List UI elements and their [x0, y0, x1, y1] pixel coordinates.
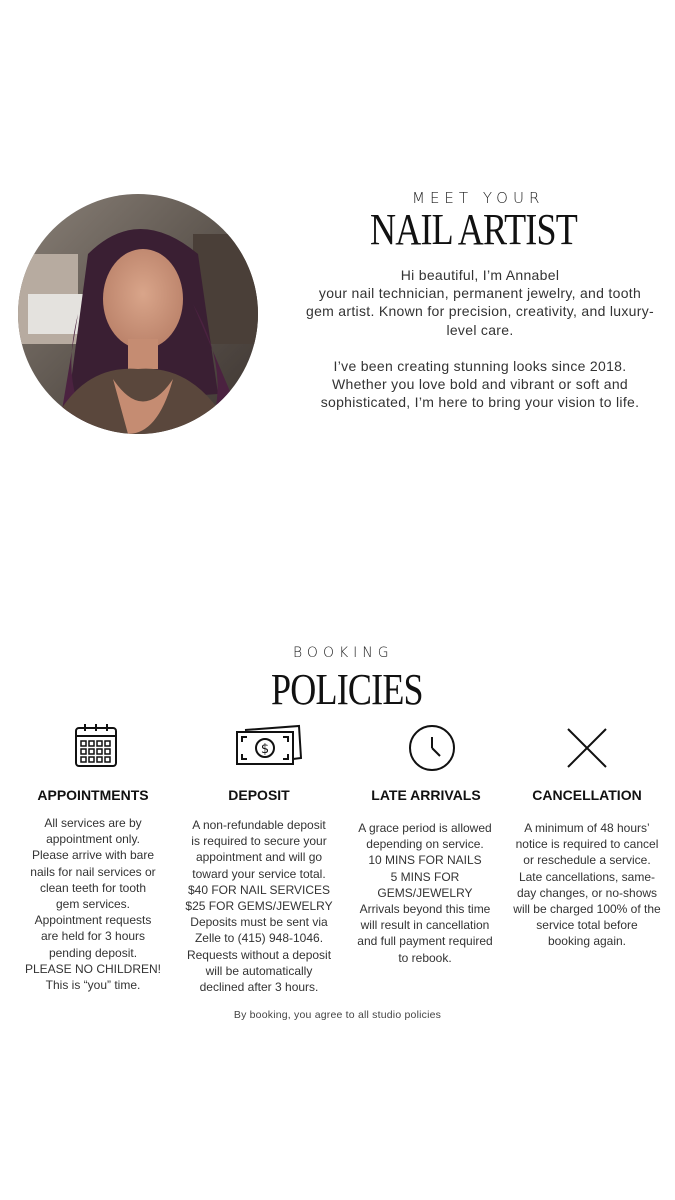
policy-line: is required to secure your	[191, 834, 327, 849]
policy-line: nails for nail services or	[30, 864, 156, 879]
policy-line: are held for 3 hours	[40, 929, 146, 944]
policy-line: Late cancellations, same-	[518, 869, 656, 884]
policy-line: clean teeth for tooth	[39, 880, 147, 895]
policy-line: 10 MINS FOR NAILS	[368, 853, 482, 868]
cancellation-title: CANCELLATION	[532, 787, 642, 803]
deposit-title: DEPOSIT	[228, 787, 290, 803]
policy-line: pending deposit.	[48, 945, 138, 960]
policy-line: Requests without a deposit	[186, 947, 332, 962]
bio-line: your nail technician, permanent jewelry, and tooth	[318, 285, 642, 302]
policy-line: appointment only.	[46, 832, 140, 847]
policy-line: A non-refundable deposit	[192, 818, 326, 832]
late-arrivals-text	[342, 820, 508, 966]
policy-line: booking again.	[547, 934, 627, 949]
bio-line: Hi beautiful, I’m Annabel	[400, 267, 560, 283]
policy-line: will result in cancellation	[360, 918, 490, 933]
meet-eyebrow: MEET YOUR	[412, 189, 545, 207]
policy-line: service total before	[536, 918, 638, 933]
svg-text:$: $	[260, 742, 270, 757]
policy-line: and full payment required	[357, 934, 493, 949]
policy-line: Arrivals beyond this time	[359, 902, 491, 917]
policy-agreement: By booking, you agree to all studio policies	[233, 1009, 442, 1021]
artist-bio	[286, 266, 674, 411]
bio-line: level care.	[446, 321, 514, 338]
policy-line: notice is required to cancel	[515, 837, 659, 852]
policy-line: Appointment requests	[34, 913, 152, 928]
cancellation-text	[504, 820, 670, 950]
policy-line: Deposits must be sent via	[190, 915, 328, 930]
bio-line: sophisticated, I’m here to bring your vision to life.	[320, 394, 640, 411]
bio-line: gem artist. Known for precision, creativity, and luxury-	[305, 303, 654, 320]
policy-line: or reschedule a service.	[523, 853, 651, 868]
nail-artist-heading: NAIL ARTIST	[370, 205, 577, 254]
policy-line: 5 MINS FOR	[390, 869, 460, 884]
appointments-title: APPOINTMENTS	[37, 787, 149, 803]
calendar-icon	[74, 722, 118, 768]
policies-heading: POLICIES	[271, 665, 423, 714]
policy-line: will be charged 100% of the	[513, 902, 661, 917]
artist-photo	[18, 194, 258, 434]
policy-line: depending on service.	[366, 837, 484, 852]
policy-line: appointment and will go	[195, 850, 323, 865]
policy-line: All services are by	[44, 816, 142, 830]
clock-icon	[408, 724, 456, 772]
bio-line: Whether you love bold and vibrant or soft and	[331, 376, 628, 393]
policy-line: $40 FOR NAIL SERVICES	[187, 882, 331, 897]
artist-portrait-icon	[18, 194, 258, 434]
policy-line: day changes, or no-shows	[516, 885, 658, 900]
x-icon	[566, 727, 608, 769]
policy-line: gem services.	[55, 897, 131, 912]
policy-line: Please arrive with bare	[31, 848, 155, 863]
policy-line: A grace period is allowed	[358, 821, 492, 835]
booking-eyebrow: BOOKING	[293, 645, 394, 661]
policy-line: $25 FOR GEMS/JEWELRY	[185, 899, 333, 914]
policy-line: declined after 3 hours.	[199, 980, 319, 995]
policy-line: PLEASE NO CHILDREN!	[24, 961, 162, 976]
policy-line: to rebook.	[398, 950, 452, 965]
money-icon	[235, 724, 303, 768]
deposit-text	[176, 817, 342, 995]
policy-line: This is “you” time.	[45, 978, 141, 993]
policy-line: toward your service total.	[192, 866, 326, 881]
policy-line: GEMS/JEWELRY	[377, 885, 473, 900]
policy-line: will be automatically	[205, 963, 313, 978]
appointments-text	[10, 815, 176, 993]
bio-line: I’ve been creating stunning looks since 2018.	[333, 357, 627, 374]
late-arrivals-title: LATE ARRIVALS	[371, 787, 481, 803]
policy-line: Zelle to (415) 948-1046.	[194, 931, 324, 946]
policy-line: A minimum of 48 hours’	[524, 821, 650, 835]
